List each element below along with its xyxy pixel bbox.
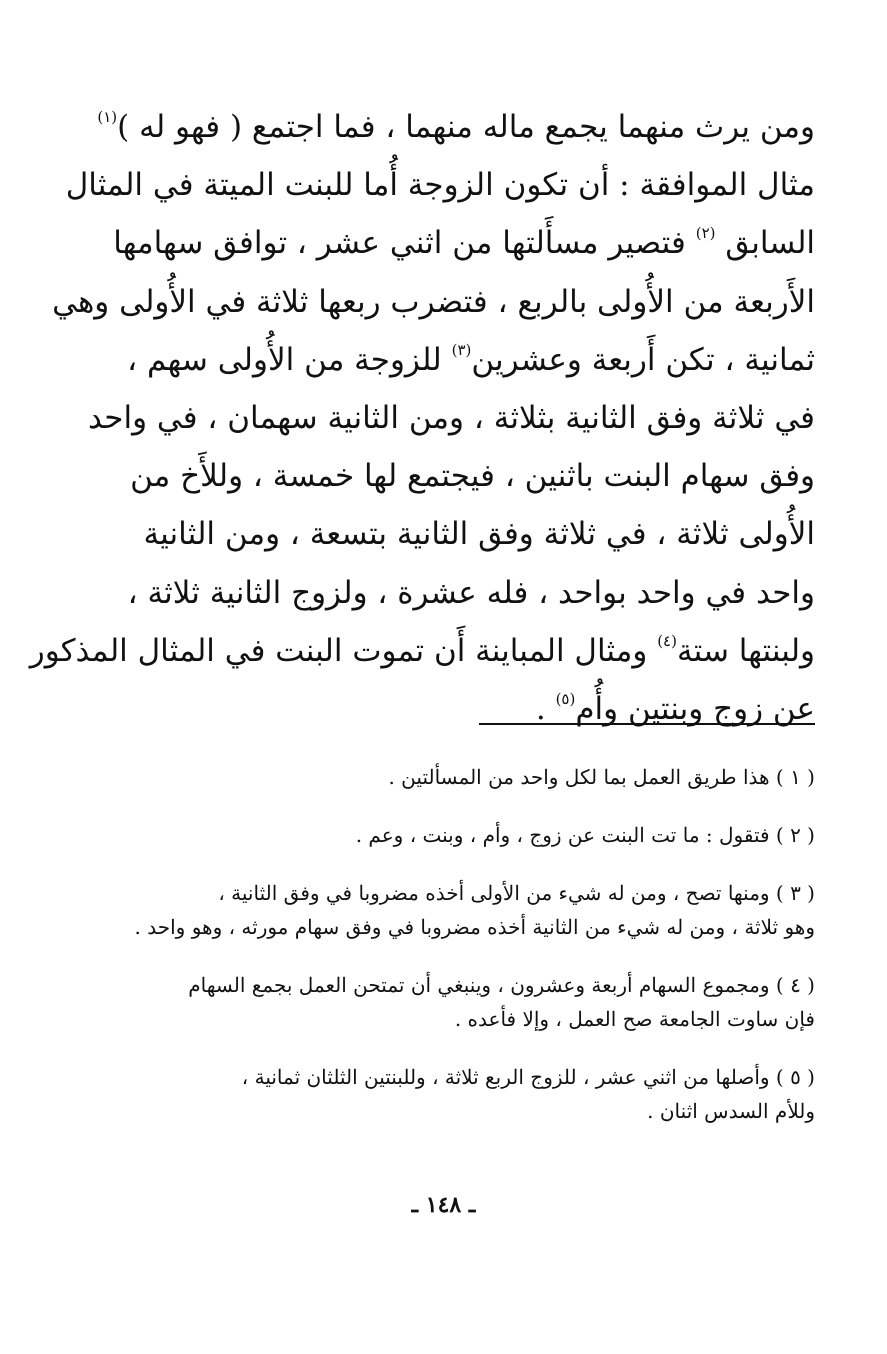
footnote-marker: (٤) bbox=[657, 631, 677, 650]
footnote-1 bbox=[63, 760, 815, 794]
footnote-line: ( ٤ ) ومجموع السهام أربعة وعشرون ، وينبغي أن تمتحن العمل بجمع السهام bbox=[188, 973, 815, 997]
main-text-line: عن زوج وبنتين وأُم$^{(٥)}$ . bbox=[535, 689, 815, 727]
page-number: ـ ١٤٨ ـ bbox=[411, 1192, 476, 1218]
main-text-line: مثال الموافقة : أن تكون الزوجة أُما للبنت الميتة في المثال bbox=[65, 167, 815, 204]
main-text-line: الأَربعة من الأُولى بالربع ، فتضرب ربعها ثلاثة في الأُولى وهي bbox=[52, 283, 815, 320]
footnote-2 bbox=[63, 818, 815, 852]
footnote-line: ( ٣ ) ومنها تصح ، ومن له شيء من الأولى أخذه مضروبا في وفق الثانية ، bbox=[218, 881, 815, 905]
main-text-line: واحد في واحد بواحد ، فله عشرة ، ولزوج الثانية ثلاثة ، bbox=[127, 574, 815, 611]
footnote-line: وهو ثلاثة ، ومن له شيء من الثانية أخذه مضروبا في وفق سهام مورثه ، وهو واحد . bbox=[134, 915, 815, 939]
footnote-line: فإن ساوت الجامعة صح العمل ، وإلا فأعده . bbox=[454, 1007, 815, 1031]
footnote-line: ( ١ ) هذا طريق العمل بما لكل واحد من المسألتين . bbox=[388, 765, 815, 789]
footnotes bbox=[63, 760, 815, 1152]
footnote-marker: (٥) bbox=[555, 689, 576, 708]
footnote-marker: (١) bbox=[97, 108, 118, 126]
main-text-line: السابق $^{(٢)}$ فتصير مسأَلتها من اثني عشر ، توافق سهامها bbox=[113, 224, 815, 262]
footnote-5 bbox=[63, 1060, 815, 1128]
footnote-3 bbox=[63, 876, 815, 944]
footnote-marker: (٣) bbox=[451, 340, 472, 359]
footnote-4 bbox=[63, 968, 815, 1036]
main-text-line: ولبنتها ستة$^{(٤)}$ ومثال المباينة أَن تموت البنت في المثال المذكور bbox=[29, 631, 815, 669]
main-text-line: الأُولى ثلاثة ، في ثلاثة وفق الثانية بتسعة ، ومن الثانية bbox=[143, 516, 815, 553]
footnote-line: وللأم السدس اثنان . bbox=[647, 1099, 815, 1123]
main-text-line: ومن يرث منهما يجمع ماله منهما ، فما اجتمع ( فهو له )$^{(١)}$ bbox=[97, 108, 815, 145]
main-text-line: وفق سهام البنت باثنين ، فيجتمع لها خمسة ، وللأَخ من bbox=[130, 458, 815, 495]
footnote-line: ( ٢ ) فتقول : ما تت البنت عن زوج ، وأم ، وبنت ، وعم . bbox=[355, 823, 815, 847]
main-text bbox=[29, 98, 815, 738]
footnote-separator bbox=[479, 723, 815, 725]
footnote-marker: (٢) bbox=[695, 224, 716, 243]
footnote-line: ( ٥ ) وأصلها من اثني عشر ، للزوج الربع ثلاثة ، وللبنتين الثلثان ثمانية ، bbox=[241, 1065, 815, 1089]
main-text-line: ثمانية ، تكن أَربعة وعشرين$^{(٣)}$ للزوجة من الأُولى سهم ، bbox=[127, 340, 815, 378]
main-text-line: في ثلاثة وفق الثانية بثلاثة ، ومن الثانية سهمان ، في واحد bbox=[88, 399, 815, 436]
